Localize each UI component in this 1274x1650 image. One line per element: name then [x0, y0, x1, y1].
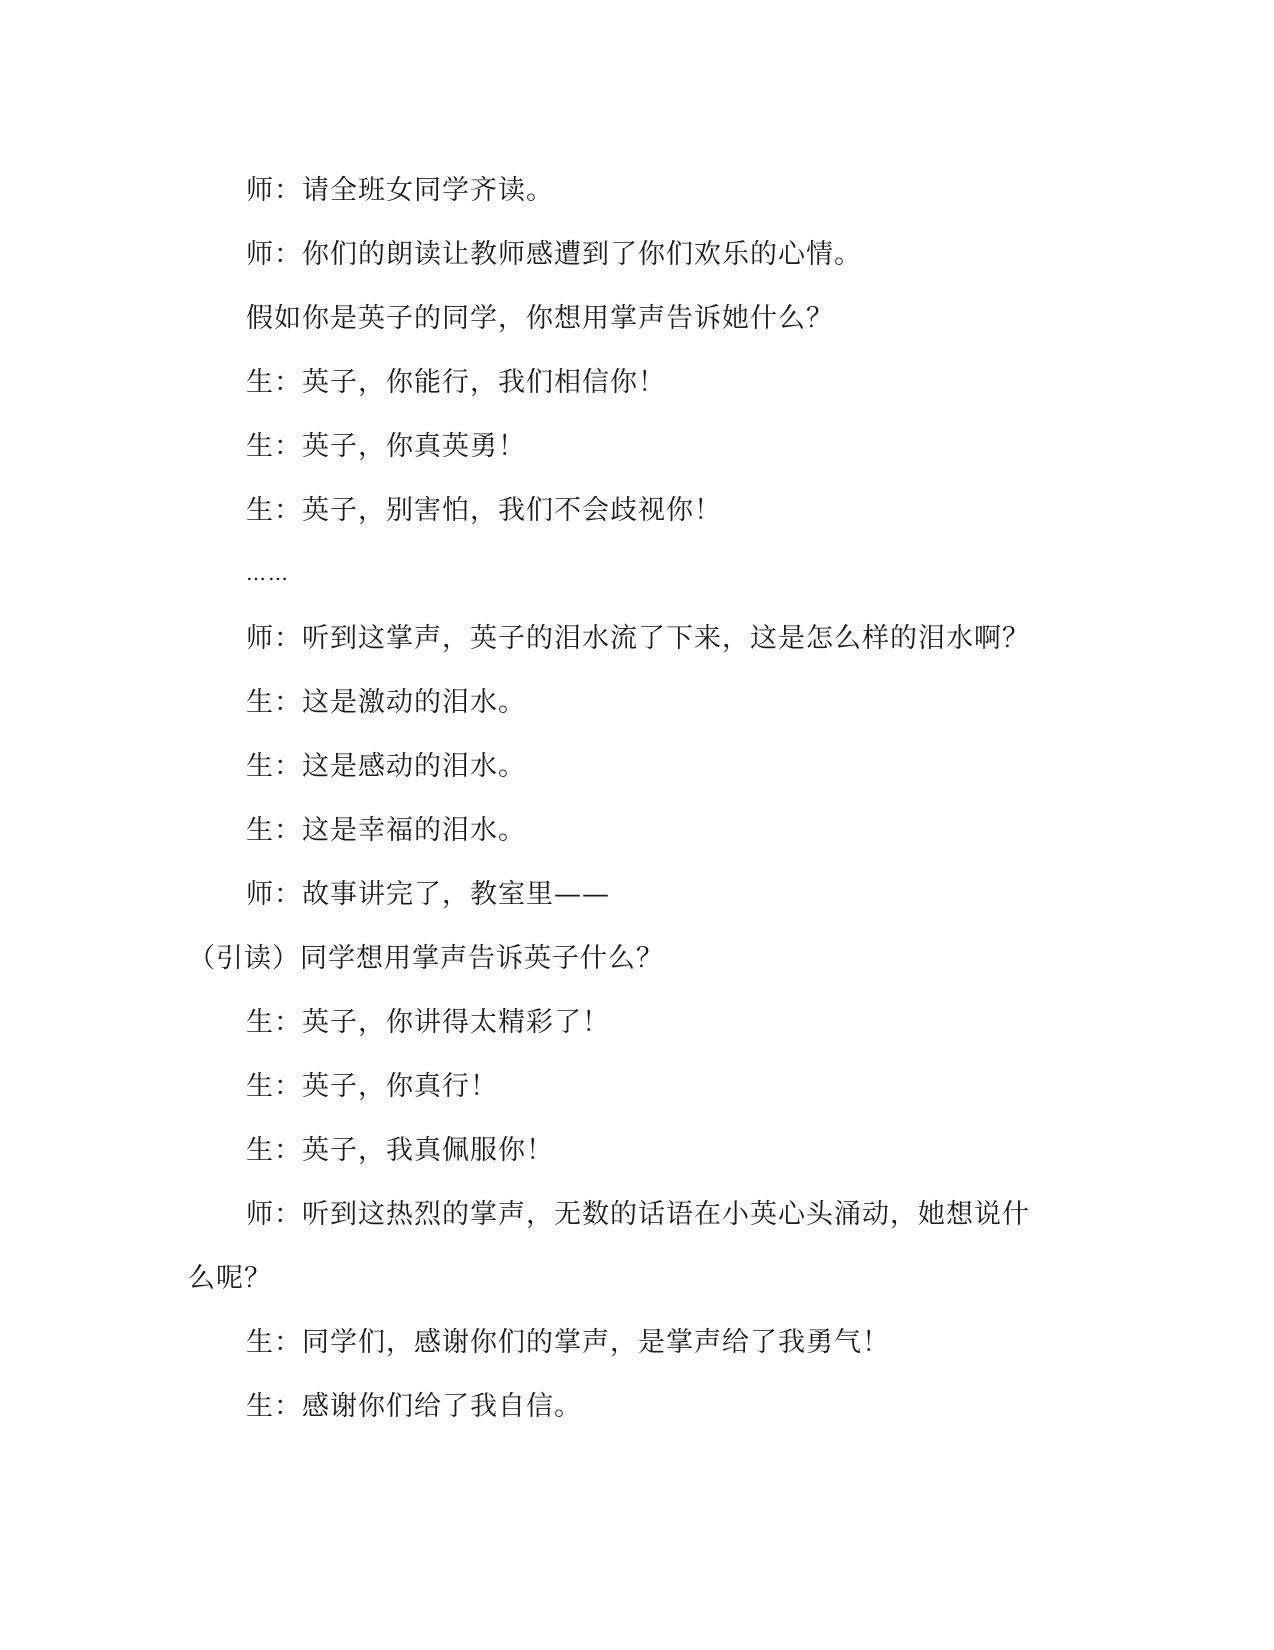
- text-line: 生：英子，你讲得太精彩了！: [246, 1007, 610, 1038]
- text-line: 师：你们的朗读让教师感遭到了你们欢乐的心情。: [246, 239, 862, 270]
- text-line: 师：听到这掌声，英子的泪水流了下来，这是怎么样的泪水啊？: [246, 623, 1030, 654]
- text-line: 生：英子，你真英勇！: [246, 431, 526, 462]
- text-line: 师：听到这热烈的掌声，无数的话语在小英心头涌动，她想说什: [246, 1199, 1030, 1230]
- text-line: 生：这是幸福的泪水。: [246, 815, 526, 846]
- text-line: 生：英子，你能行，我们相信你！: [246, 367, 666, 398]
- ellipsis-line: ……: [246, 561, 290, 585]
- text-line: （引读）同学想用掌声告诉英子什么？: [188, 943, 664, 974]
- text-line: 假如你是英子的同学，你想用掌声告诉她什么？: [246, 303, 834, 334]
- text-line: 生：同学们，感谢你们的掌声，是掌声给了我勇气！: [246, 1327, 890, 1358]
- text-line: 生：英子，别害怕，我们不会歧视你！: [246, 495, 722, 526]
- text-line: 生：感谢你们给了我自信。: [246, 1391, 582, 1422]
- text-line: 生：这是感动的泪水。: [246, 751, 526, 782]
- text-line: 生：这是激动的泪水。: [246, 687, 526, 718]
- text-line: 师：故事讲完了，教室里——: [246, 879, 610, 910]
- text-line: 师：请全班女同学齐读。: [246, 175, 554, 206]
- text-line: 生：英子，我真佩服你！: [246, 1135, 554, 1166]
- text-line: 么呢？: [188, 1263, 272, 1294]
- text-line: 生：英子，你真行！: [246, 1071, 498, 1102]
